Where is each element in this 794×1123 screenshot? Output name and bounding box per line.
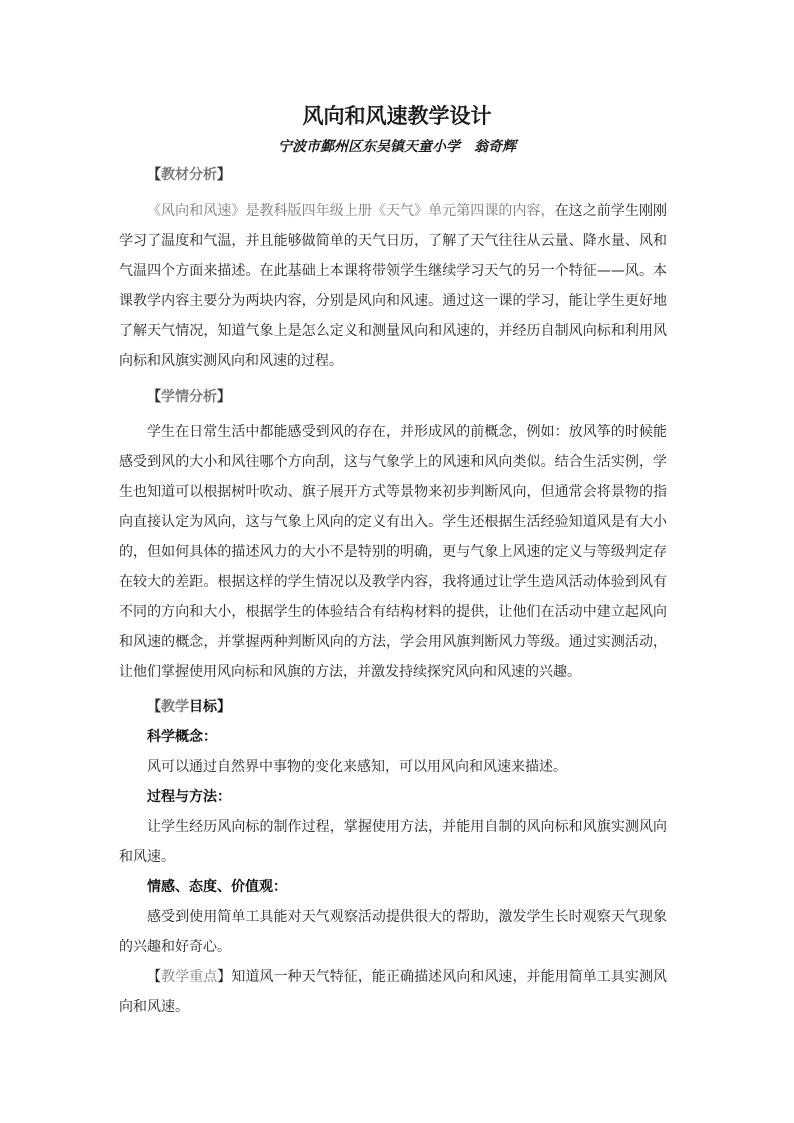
process-label: 过程与方法： <box>147 789 231 805</box>
students-paragraph: 学生在日常生活中都能感受到风的存在，并形成风的前概念，例如：放风筝的时候能感受到风的大小和风往哪个方向刮，这与气象学上的风速和风向类似。结合生活实例，学生也知道可以根据树叶吹动、旗子展开方式等景物来初步判断风向，但通常会将景物的指向直接认定为风向，这与气象上风向的定义有出入。学生还根据生活经验知道风是有大小的，但如何具体的描述风力的大小不是特别的明确，更与气象上风速的定义与等级判定存在较大的差距。根据这样的学生情况以及教学内容，我将通过让学生造风活动体验到风有不同的方向和大小，根据学生的体验结合有结构材料的提供，让他们在活动中建立起风向和风速的概念，并掌握两种判断风向的方法，学会用风旗判断风力等级。通过实测活动，让他们掌握使用风向标和风旗的方法，并激发持续探究风向和风速的兴趣。 <box>119 424 667 680</box>
bracket-right: 】 <box>217 699 231 715</box>
emotion-label: 情感、态度、价值观： <box>147 879 287 895</box>
section-label: 学情分析 <box>161 389 217 405</box>
section-heading-students <box>119 382 667 412</box>
bracket-left: 【 <box>147 167 161 183</box>
bracket-left: 【 <box>147 699 161 715</box>
document-title: 风向和风速教学设计 <box>302 103 492 128</box>
bracket-left: 【 <box>147 389 161 405</box>
section-heading-material <box>119 160 667 190</box>
section-label-b: 目标 <box>189 699 217 715</box>
material-paragraph <box>119 196 667 376</box>
section-label: 教材分析 <box>161 167 217 183</box>
author-line: 宁波市鄞州区东吴镇天童小学 翁奇辉 <box>278 139 516 155</box>
bracket-left: 【 <box>147 969 162 985</box>
bracket-right: 】 <box>217 389 231 405</box>
key-point-label: 教学重点 <box>161 969 218 985</box>
key-point-text: 知道风一种天气特征，能正确描述风向和风速，并能用简单工具实测风向和风速。 <box>119 969 668 1015</box>
document-body <box>119 160 667 1022</box>
bracket-right: 】 <box>217 167 231 183</box>
key-point-paragraph <box>119 962 667 1022</box>
process-text: 让学生经历风向标的制作过程，掌握使用方法，并能用自制的风向标和风旗实测风向和风速。 <box>119 819 667 865</box>
material-text: 在这之前学生刚刚学习了温度和气温，并且能够做简单的天气日历，了解了天气往往从云量、降水量、风和气温四个方面来描述。在此基础上本课将带领学生继续学习天气的另一个特征——风。本课教学内容主要分为两块内容，分别是风向和风速。通过这一课的学习，能让学生更好地了解天气情况，知道气象上是怎么定义和测量风向和风速的，并经历自制风向标和利用风向标和风旗实测风向和风速的过程。 <box>119 203 667 369</box>
concept-label: 科学概念： <box>147 729 217 745</box>
bracket-right: 】 <box>217 969 232 985</box>
concept-text: 风可以通过自然界中事物的变化来感知，可以用风向和风速来描述。 <box>147 759 567 775</box>
section-heading-goals <box>119 692 667 722</box>
emotion-text: 感受到使用简单工具能对天气观察活动提供很大的帮助，激发学生长时观察天气现象的兴趣和好奇心。 <box>119 909 667 955</box>
material-lead: 《风向和风速》是教科版四年级上册《天气》单元第四课的内容， <box>147 203 555 219</box>
section-label-a: 教学 <box>161 699 189 715</box>
